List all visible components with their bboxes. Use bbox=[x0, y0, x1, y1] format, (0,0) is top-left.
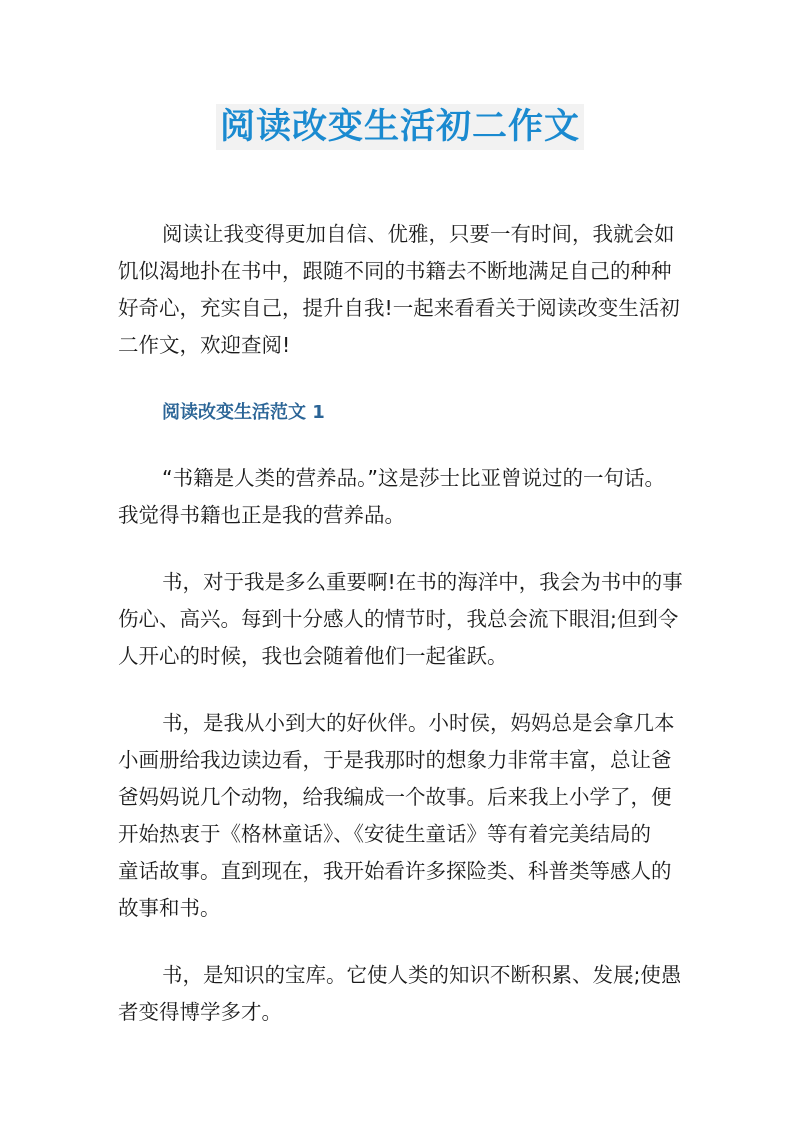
paragraph bbox=[118, 957, 688, 1031]
text-line: 书，是知识的宝库。它使人类的知识不断积累、发展;使愚 bbox=[162, 963, 682, 987]
text-line: 我觉得书籍也正是我的营养品。 bbox=[118, 503, 405, 527]
paragraph bbox=[118, 564, 688, 675]
text-line: 故事和书。 bbox=[118, 896, 221, 920]
text-line: 小画册给我边读边看，于是我那时的想象力非常丰富，总让爸 bbox=[118, 748, 672, 772]
document-body bbox=[118, 216, 688, 1061]
text-line: 童话故事。直到现在，我开始看许多探险类、科普类等感人的 bbox=[118, 859, 672, 883]
text-line: 书，是我从小到大的好伙伴。小时侯，妈妈总是会拿几本 bbox=[162, 711, 675, 735]
section-heading: 阅读改变生活范文 1 bbox=[162, 402, 325, 423]
document-title: 阅读改变生活初二作文 bbox=[216, 104, 584, 150]
text-line: 爸妈妈说几个动物，给我编成一个故事。后来我上小学了，便 bbox=[118, 785, 672, 809]
intro-paragraph bbox=[118, 216, 688, 364]
text-line: 者变得博学多才。 bbox=[118, 1000, 282, 1024]
text-line: 饥似渴地扑在书中，跟随不同的书籍去不断地满足自己的种种 bbox=[118, 259, 672, 283]
paragraph bbox=[118, 705, 688, 927]
text-line: 伤心、高兴。每到十分感人的情节时，我总会流下眼泪;但到令 bbox=[118, 607, 679, 631]
text-line: 开始热衷于《格林童话》、《安徒生童话》等有着完美结局的 bbox=[118, 822, 651, 846]
title-container bbox=[0, 104, 800, 150]
text-line: “书籍是人类的营养品。”这是莎士比亚曾说过的一句话。 bbox=[162, 466, 665, 490]
text-line: 好奇心，充实自己，提升自我!一起来看看关于阅读改变生活初 bbox=[118, 296, 680, 320]
text-line: 二作文，欢迎查阅! bbox=[118, 333, 291, 357]
paragraph bbox=[118, 460, 688, 534]
text-line: 书，对于我是多么重要啊!在书的海洋中，我会为书中的事 bbox=[162, 570, 683, 594]
text-line: 阅读让我变得更加自信、优雅，只要一有时间，我就会如 bbox=[162, 222, 675, 246]
text-line: 人开心的时候，我也会随着他们一起雀跃。 bbox=[118, 644, 508, 668]
